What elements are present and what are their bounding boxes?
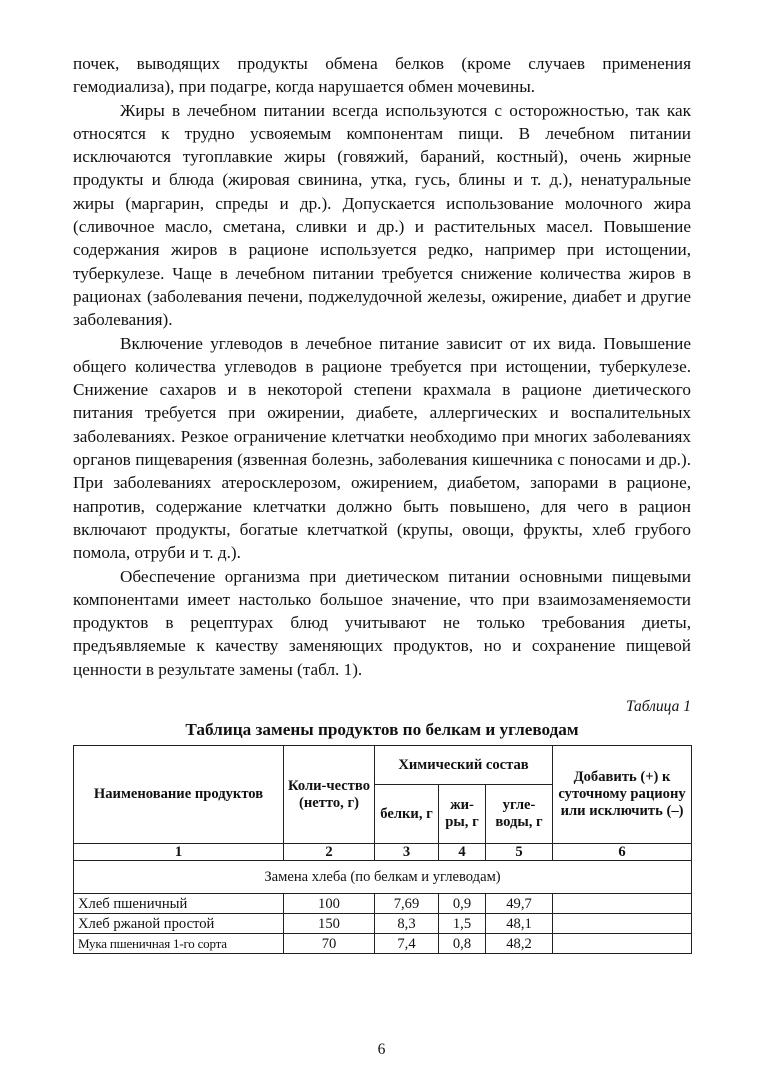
table-title: Таблица замены продуктов по белкам и углеводам: [185, 720, 579, 740]
column-number: 4: [439, 844, 486, 861]
cell-name: Мука пшеничная 1-го сорта: [74, 934, 284, 954]
section-row: [74, 861, 692, 894]
page-number: 6: [377, 1041, 386, 1058]
header-fats: жи-ры, г: [439, 785, 486, 844]
section-label: Замена хлеба (по белкам и углеводам): [74, 861, 692, 894]
table-row: [74, 914, 692, 934]
column-number: 1: [74, 844, 284, 861]
cell-proteins: 7,69: [375, 894, 439, 914]
cell-fats: 0,9: [439, 894, 486, 914]
page-body: [73, 52, 691, 954]
cell-carbs: 49,7: [486, 894, 553, 914]
cell-adjust: [553, 894, 692, 914]
cell-fats: 1,5: [439, 914, 486, 934]
cell-quantity: 100: [284, 894, 375, 914]
header-name: Наименование продуктов: [74, 746, 284, 844]
cell-adjust: [553, 914, 692, 934]
paragraph-nutrition: Обеспечение организма при диетическом питании основными пищевыми компонентами имеет настолько большое значение, что при взаимозаменяемости продуктов в рецептурах блюд учитывают не только требования диеты, предъявляемые к качеству заменяющих продуктов, но и сохранение пищевой ценности в результате замены (табл. 1).: [73, 566, 691, 679]
paragraph-fats: Жиры в лечебном питании всегда используются с осторожностью, так как относятся к трудно усвояемым компонентам пищи. В лечебном питании исключаются тугоплавкие жиры (говяжий, бараний, костный), очень жирные продукты и блюда (жировая свинина, утка, гусь, блины и т. д.), ненатуральные жиры (маргарин, спреды и др.). Допускается использование молочного жира (сливочное масло, сметана, сливки и др.) и растительных масел. Повышение содержания жиров в рационе используется редко, например при истощении, туберкулезе. Чаще в лечебном питании требуется снижение количества жиров в рационах (заболевания печени, поджелудочной железы, ожирение, диабет и другие заболевания).: [73, 100, 691, 330]
table-row: [74, 894, 692, 914]
cell-quantity: 70: [284, 934, 375, 954]
column-number: 5: [486, 844, 553, 861]
header-quantity: Коли-чество (нетто, г): [284, 746, 375, 844]
paragraph-carbohydrates: Включение углеводов в лечебное питание зависит от их вида. Повышение общего количества углеводов в рационе требуется при истощении, туберкулезе. Снижение сахаров и в некоторой степени крахмала в рационе диетического питания требуется при ожирении, диабете, аллергических и воспалительных заболеваниях. Резкое ограничение клетчатки необходимо при многих заболеваниях органов пищеварения (язвенная болезнь, заболевания кишечника с поносами и др.). При заболеваниях атеросклерозом, ожирением, диабетом, запорами в рационе, напротив, содержание клетчатки должно быть повышено, для чего в рацион включают продукты, богатые клетчаткой (крупы, овощи, фрукты, хлеб грубого помола, отруби и т. д.).: [73, 333, 691, 563]
header-carbs: угле-воды, г: [486, 785, 553, 844]
column-number: 6: [553, 844, 692, 861]
cell-carbs: 48,1: [486, 914, 553, 934]
cell-proteins: 8,3: [375, 914, 439, 934]
header-chemical: Химический состав: [375, 746, 553, 785]
header-adjust: Добавить (+) к суточному рациону или исключить (–): [553, 746, 692, 844]
paragraph-continuation: почек, выводящих продукты обмена белков (кроме случаев применения гемодиализа), при подагре, когда нарушается обмен мочевины.: [73, 54, 691, 97]
table-row: [74, 934, 692, 954]
column-number-row: [74, 844, 692, 861]
cell-carbs: 48,2: [486, 934, 553, 954]
cell-fats: 0,8: [439, 934, 486, 954]
replacement-table: [73, 745, 692, 954]
header-proteins: белки, г: [375, 785, 439, 844]
cell-name: Хлеб ржаной простой: [74, 914, 284, 934]
cell-proteins: 7,4: [375, 934, 439, 954]
column-number: 3: [375, 844, 439, 861]
table-header-row-1: [74, 746, 692, 785]
cell-adjust: [553, 934, 692, 954]
column-number: 2: [284, 844, 375, 861]
cell-quantity: 150: [284, 914, 375, 934]
cell-name: Хлеб пшеничный: [74, 894, 284, 914]
table-number-label: Таблица 1: [625, 698, 691, 716]
